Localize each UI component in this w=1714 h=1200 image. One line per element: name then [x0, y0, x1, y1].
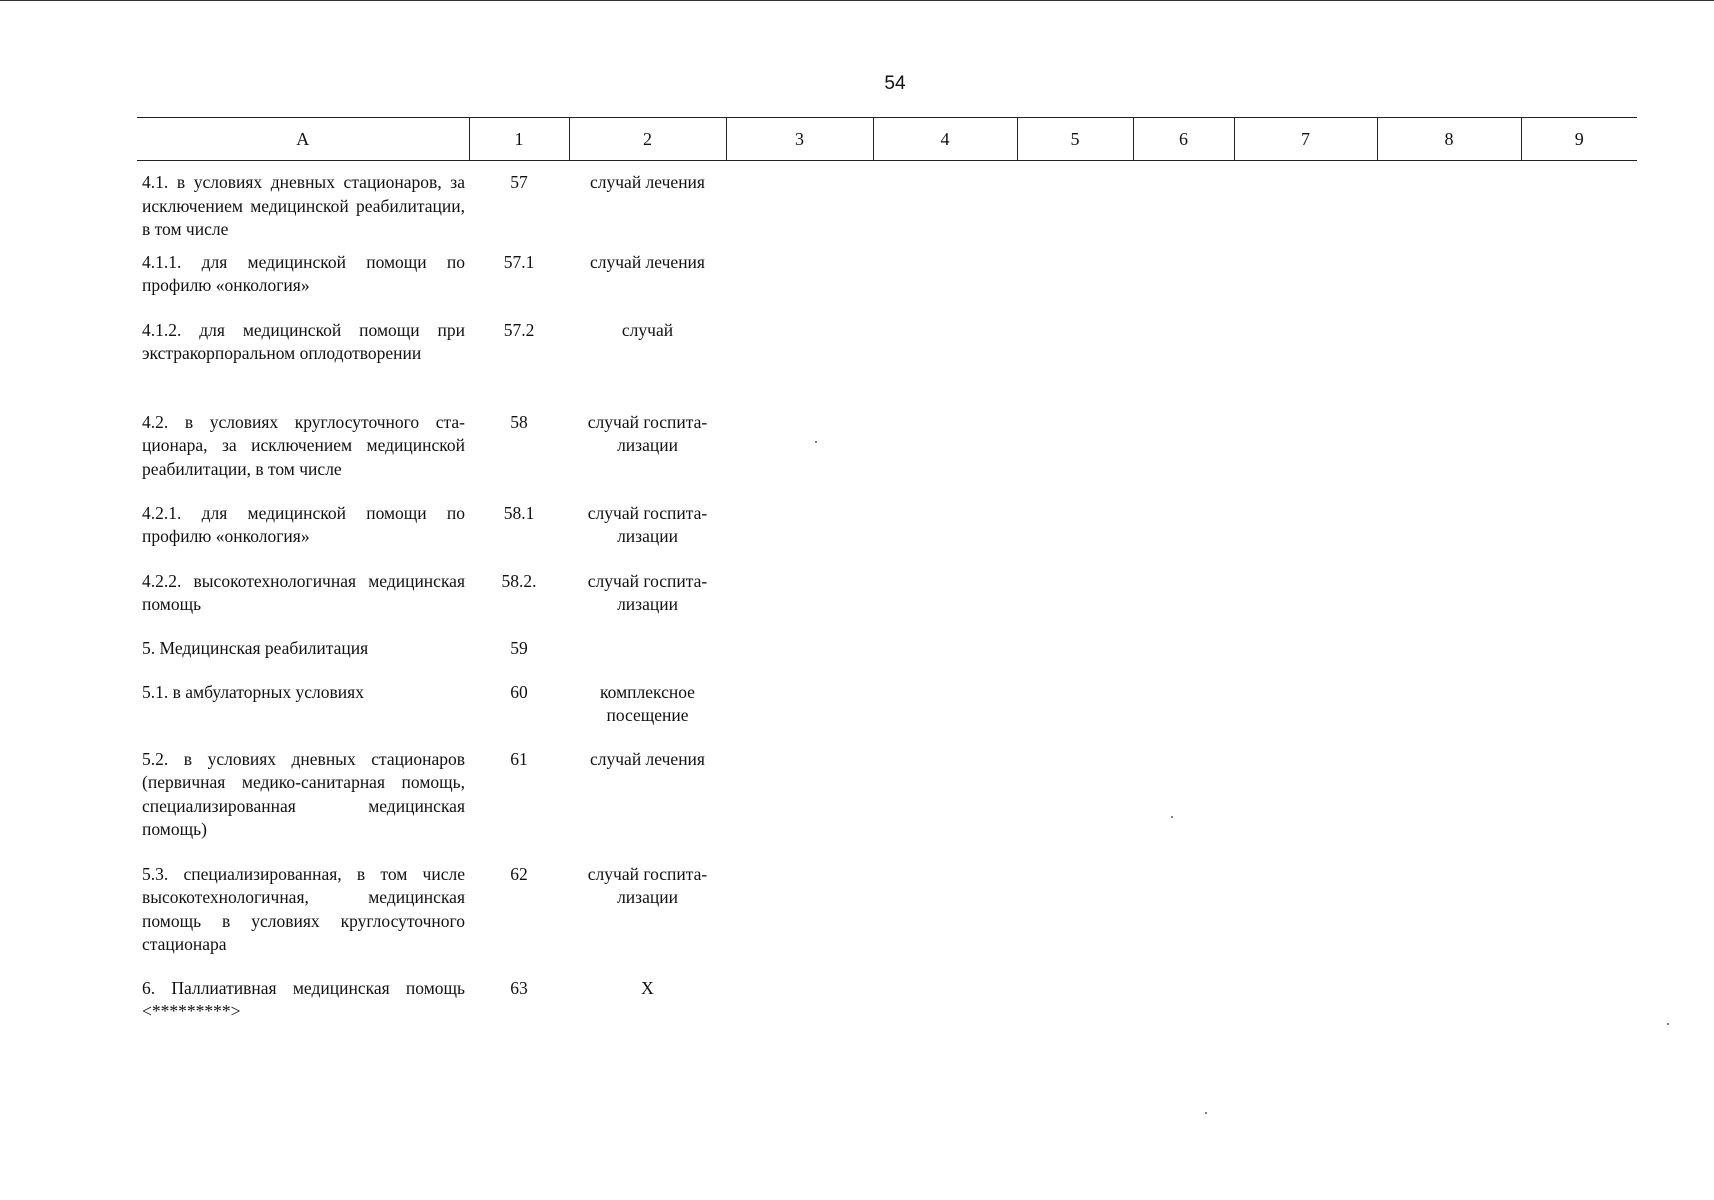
- row-description: 4.1.2. для медицинской помощи при экстракорпоральном оплодотворении: [142, 319, 465, 363]
- table-row: [137, 502, 1637, 570]
- empty-value-cells: [726, 319, 1637, 411]
- row-code: 58: [510, 411, 528, 432]
- empty-value-cells: [726, 502, 1637, 570]
- row-unit: случай лечения: [590, 251, 705, 272]
- row-unit: случай госпитализации: [587, 502, 708, 546]
- row-code: 61: [510, 748, 528, 769]
- col-header-4: 4: [873, 118, 1017, 161]
- scan-speck: [1171, 816, 1173, 818]
- empty-value-cells: [726, 748, 1637, 863]
- empty-value-cells: [726, 637, 1637, 681]
- table-row: [137, 637, 1637, 681]
- row-unit: случай госпитализации: [587, 863, 708, 907]
- row-unit: случай лечения: [590, 172, 705, 192]
- row-description: 6. Паллиативная медицинская помощь <*********>: [142, 977, 465, 1021]
- table-row: [137, 748, 1637, 863]
- empty-value-cells: [726, 251, 1637, 319]
- row-code: 57.1: [503, 251, 535, 272]
- header-row: [137, 118, 1637, 161]
- scan-speck: [1205, 1112, 1207, 1114]
- row-code: 57: [510, 172, 528, 192]
- row-unit: случай лечения: [590, 748, 705, 769]
- table-row: [137, 570, 1637, 637]
- row-unit: случай госпитализации: [587, 570, 708, 614]
- row-unit: комплексное посещение: [600, 681, 695, 725]
- col-header-2: 2: [569, 118, 726, 161]
- row-code: 58.1: [503, 502, 535, 523]
- col-header-3: 3: [726, 118, 873, 161]
- table-row: [137, 411, 1637, 502]
- col-header-a: А: [137, 118, 469, 161]
- row-code: 59: [510, 637, 528, 658]
- row-description: 5.3. специализированная, в том числе высокотехнологичная, медицинская помощь в условиях круглосуточного стационара: [142, 863, 465, 954]
- col-header-7: 7: [1234, 118, 1377, 161]
- col-header-5: 5: [1017, 118, 1133, 161]
- row-description: 4.1.1. для медицинской помощи по профилю «онкология»: [142, 251, 465, 295]
- row-description: 4.2. в условиях круглосуточного стационара, за исключением медицинской реабилитации, в том числе: [142, 411, 465, 479]
- row-code: 60: [510, 681, 528, 702]
- row-code: 62: [510, 863, 528, 884]
- table-row: [137, 251, 1637, 319]
- row-description: 5. Медицинская реабилитация: [142, 637, 369, 658]
- data-table: [137, 117, 1637, 1037]
- table-row: [137, 681, 1637, 748]
- table-row: [137, 863, 1637, 977]
- scan-edge-line: [0, 0, 1714, 3]
- row-description: 4.1. в условиях дневных стационаров, за исключением медицинской реабилитации, в том числе: [142, 172, 465, 239]
- row-description: 4.2.2. высокотехнологичная медицинская помощь: [142, 570, 465, 614]
- row-code: 57.2: [503, 319, 535, 340]
- empty-value-cells: [726, 161, 1637, 251]
- empty-value-cells: [726, 411, 1637, 502]
- table-row: [137, 161, 1637, 251]
- empty-value-cells: [726, 977, 1637, 1037]
- table-row: [137, 977, 1637, 1037]
- empty-value-cells: [726, 863, 1637, 977]
- empty-value-cells: [726, 681, 1637, 748]
- row-description: 4.2.1. для медицинской помощи по профилю «онкология»: [142, 502, 465, 546]
- row-code: 63: [510, 977, 528, 998]
- col-header-1: 1: [469, 118, 569, 161]
- scan-speck: [1667, 1023, 1669, 1025]
- scan-speck: [815, 441, 817, 443]
- table-row: [137, 319, 1637, 411]
- row-description: 5.2. в условиях дневных стационаров (первичная медико-санитарная помощь, специализированная медицинская помощь): [142, 748, 465, 839]
- col-header-9: 9: [1521, 118, 1637, 161]
- empty-value-cells: [726, 570, 1637, 637]
- row-unit: случай госпитализации: [587, 411, 708, 455]
- row-description: 5.1. в амбулаторных условиях: [142, 681, 364, 702]
- col-header-6: 6: [1133, 118, 1234, 161]
- row-unit: [569, 637, 726, 681]
- row-unit: Х: [641, 977, 654, 998]
- row-unit: случай: [621, 319, 674, 340]
- col-header-8: 8: [1377, 118, 1521, 161]
- page-number: 54: [884, 73, 906, 94]
- row-code: 58.2.: [501, 570, 537, 591]
